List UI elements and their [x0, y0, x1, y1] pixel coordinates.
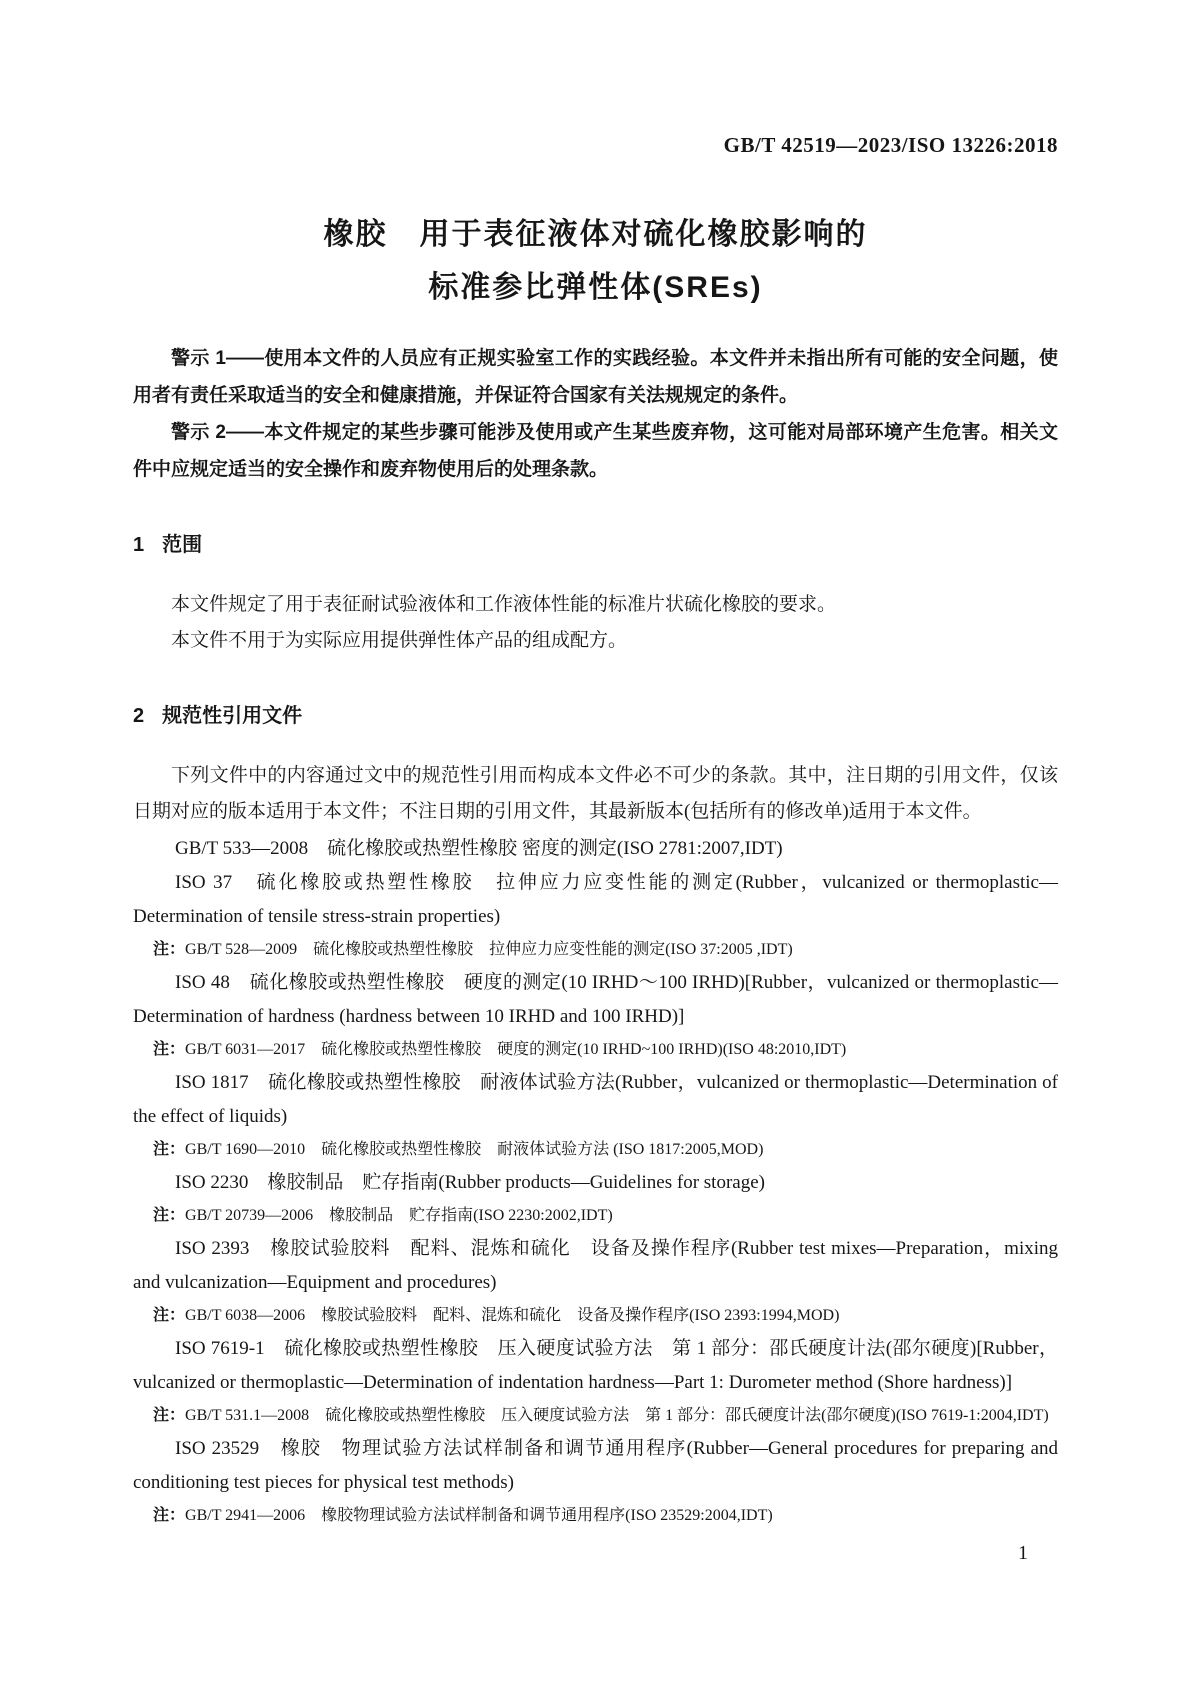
- note-label: 注：: [153, 1041, 186, 1058]
- document-title-line1: 橡胶 用于表征液体对硫化橡胶影响的: [323, 218, 868, 251]
- note-label: 注：: [153, 1407, 186, 1424]
- reference-entry: ISO 7619-1 硫化橡胶或热塑性橡胶 压入硬度试验方法 第 1 部分：邵氏硬度计法(邵尔硬度)[Rubber，vulcanized or thermoplastic—Determination of indentation hardness—Part 1: Durometer method (Shore hardness)]: [133, 1338, 1058, 1393]
- reference-note: [133, 1400, 1058, 1432]
- section-number: 1: [133, 534, 145, 556]
- section-heading-scope: [133, 532, 1058, 558]
- document-title: [133, 208, 1058, 314]
- section-heading-references: [133, 703, 1058, 729]
- reference-note: [133, 1034, 1058, 1066]
- reference-entry: ISO 1817 硫化橡胶或热塑性橡胶 耐液体试验方法(Rubber，vulcanized or thermoplastic—Determination of the effect of liquids): [133, 1072, 1058, 1127]
- section-body: [133, 758, 1058, 830]
- warning-paragraph-2: 警示 2——本文件规定的某些步骤可能涉及使用或产生某些废弃物，这可能对局部环境产生危害。相关文件中应规定适当的安全操作和废弃物使用后的处理条款。: [133, 422, 1058, 480]
- document-title-line2: 标准参比弹性体(SREs): [428, 271, 763, 304]
- page-number: 1: [1018, 1542, 1028, 1564]
- body-paragraph: 下列文件中的内容通过文中的规范性引用而构成本文件必不可少的条款。其中，注日期的引用文件，仅该日期对应的版本适用于本文件；不注日期的引用文件，其最新版本(包括所有的修改单)适用于本文件。: [133, 765, 1058, 822]
- reference-entry: ISO 23529 橡胶 物理试验方法试样制备和调节通用程序(Rubber—General procedures for preparing and conditioning test pieces for physical test methods): [133, 1438, 1058, 1493]
- reference-note: [133, 934, 1058, 966]
- section-scope: [133, 532, 1058, 659]
- note-label: 注：: [153, 941, 186, 958]
- reference-entry: ISO 2393 橡胶试验胶料 配料、混炼和硫化 设备及操作程序(Rubber test mixes—Preparation，mixing and vulcanization—Equipment and procedures): [133, 1238, 1058, 1293]
- warning-block: [133, 340, 1058, 488]
- note-text: GB/T 1690—2010 硫化橡胶或热塑性橡胶 耐液体试验方法 (ISO 1817:2005,MOD): [185, 1141, 764, 1158]
- reference-entry: ISO 48 硫化橡胶或热塑性橡胶 硬度的测定(10 IRHD～100 IRHD)[Rubber，vulcanized or thermoplastic—Determination of hardness (hardness between 10 IRHD and 100 IRHD)]: [133, 972, 1058, 1027]
- section-normative-references: [133, 703, 1058, 1532]
- section-number: 2: [133, 705, 145, 727]
- reference-note: [133, 1500, 1058, 1532]
- reference-entry: ISO 2230 橡胶制品 贮存指南(Rubber products—Guidelines for storage): [175, 1172, 765, 1193]
- reference-note: [133, 1134, 1058, 1166]
- warning-paragraph-1: 警示 1——使用本文件的人员应有正规实验室工作的实践经验。本文件并未指出所有可能的安全问题，使用者有责任采取适当的安全和健康措施，并保证符合国家有关法规规定的条件。: [133, 348, 1058, 406]
- reference-list: [133, 832, 1058, 1532]
- note-text: GB/T 6038—2006 橡胶试验胶料 配料、混炼和硫化 设备及操作程序(ISO 2393:1994,MOD): [185, 1307, 840, 1324]
- section-title: 范围: [162, 534, 203, 556]
- document-code: GB/T 42519—2023/ISO 13226:2018: [723, 133, 1058, 157]
- body-paragraph: 本文件规定了用于表征耐试验液体和工作液体性能的标准片状硫化橡胶的要求。: [171, 594, 837, 615]
- reference-entry: GB/T 533—2008 硫化橡胶或热塑性橡胶 密度的测定(ISO 2781:2007,IDT): [175, 838, 783, 859]
- note-text: GB/T 528—2009 硫化橡胶或热塑性橡胶 拉伸应力应变性能的测定(ISO 37:2005 ,IDT): [185, 941, 793, 958]
- note-text: GB/T 531.1—2008 硫化橡胶或热塑性橡胶 压入硬度试验方法 第 1 部分：邵氏硬度计法(邵尔硬度)(ISO 7619-1:2004,IDT): [185, 1407, 1049, 1424]
- note-text: GB/T 20739—2006 橡胶制品 贮存指南(ISO 2230:2002,IDT): [185, 1207, 613, 1224]
- note-label: 注：: [153, 1307, 186, 1324]
- note-text: GB/T 6031—2017 硫化橡胶或热塑性橡胶 硬度的测定(10 IRHD~100 IRHD)(ISO 48:2010,IDT): [185, 1041, 847, 1058]
- body-paragraph: 本文件不用于为实际应用提供弹性体产品的组成配方。: [171, 630, 628, 651]
- reference-note: [133, 1300, 1058, 1332]
- reference-entry: ISO 37 硫化橡胶或热塑性橡胶 拉伸应力应变性能的测定(Rubber，vulcanized or thermoplastic—Determination of tensile stress-strain properties): [133, 872, 1058, 927]
- reference-note: [133, 1200, 1058, 1232]
- section-body: [133, 587, 1058, 659]
- note-label: 注：: [153, 1507, 186, 1524]
- note-text: GB/T 2941—2006 橡胶物理试验方法试样制备和调节通用程序(ISO 23529:2004,IDT): [185, 1507, 773, 1524]
- note-label: 注：: [153, 1207, 186, 1224]
- note-label: 注：: [153, 1141, 186, 1158]
- page-content: [133, 0, 1058, 1532]
- section-title: 规范性引用文件: [162, 705, 303, 727]
